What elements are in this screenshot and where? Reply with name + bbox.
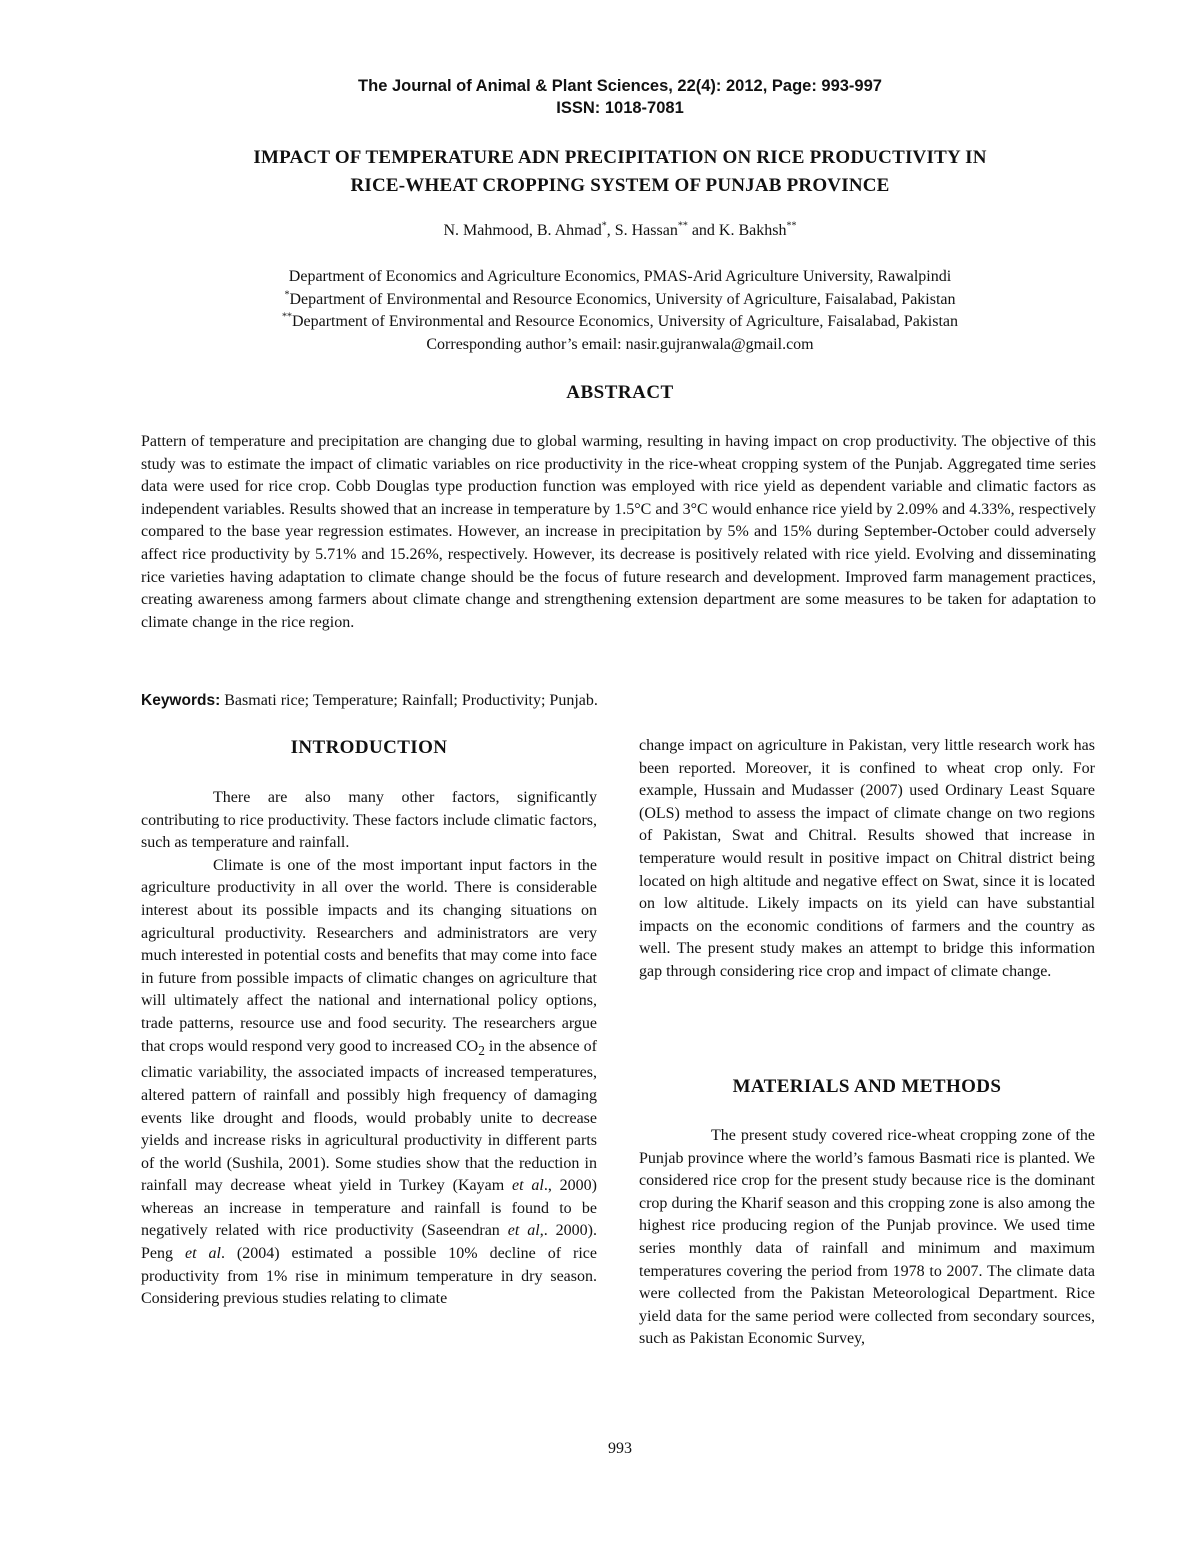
methods-heading: MATERIALS AND METHODS xyxy=(732,1076,1002,1097)
page-number: 993 xyxy=(608,1440,632,1457)
affiliation-3 xyxy=(0,311,1200,334)
author-4: and K. Bakhsh xyxy=(687,222,787,239)
affiliation-mark-2: * xyxy=(284,289,290,301)
affiliation-1: Department of Economics and Agriculture Economics, PMAS-Arid Agriculture University, Rawalpindi xyxy=(288,268,952,285)
keywords xyxy=(141,690,1096,712)
journal-issn: ISSN: 1018-7081 xyxy=(556,99,684,117)
author-3: , S. Hassan xyxy=(606,222,678,239)
introduction-column xyxy=(141,787,597,1311)
title-line-1: IMPACT OF TEMPERATURE ADN PRECIPITATION ON RICE PRODUCTIVITY IN xyxy=(253,147,987,168)
author-list xyxy=(0,220,1200,242)
author-mark-3: ** xyxy=(786,220,797,232)
introduction-heading: INTRODUCTION xyxy=(290,737,448,758)
title-line-2: RICE-WHEAT CROPPING SYSTEM OF PUNJAB PROVINCE xyxy=(350,175,890,196)
author-1-2: N. Mahmood, B. Ahmad xyxy=(443,222,602,239)
affiliation-2-text: Department of Environmental and Resource Economics, University of Agriculture, Faisalabad, Pakistan xyxy=(289,290,956,308)
methods-paragraph-1: The present study covered rice-wheat cropping zone of the Punjab province where the world’s famous Basmati rice is planted. We considered rice crop for the present study because rice is the dominant crop during the Kharif season and this cropping zone is also among the highest rice producing region of the Punjab province. We used time series monthly data of rainfall and minimum and maximum temperatures covering the period from 1978 to 2007. The climate data were collected from the Pakistan Meteorological Department. Rice yield data for the same period were collected from secondary sources, such as Pakistan Economic Survey, xyxy=(639,1127,1095,1348)
intro-paragraph-1: There are also many other factors, significantly contributing to rice productivity. These factors include climatic factors, such as temperature and rainfall. xyxy=(141,789,597,852)
journal-citation: The Journal of Animal & Plant Sciences, 22(4): 2012, Page: 993-997 xyxy=(358,77,882,95)
affiliation-2 xyxy=(0,289,1200,312)
corresponding-email: Corresponding author’s email: nasir.gujranwala@gmail.com xyxy=(426,335,814,353)
abstract-heading: ABSTRACT xyxy=(566,382,674,403)
right-column-continuation xyxy=(639,735,1095,984)
author-mark-2: ** xyxy=(677,220,688,232)
paper-title xyxy=(0,144,1200,200)
methods-column xyxy=(639,1125,1095,1351)
affiliation-3-text: Department of Environmental and Resource Economics, University of Agriculture, Faisalabad, Pakistan xyxy=(291,313,959,330)
affiliation-mark-3: ** xyxy=(281,311,292,323)
author-mark-1: * xyxy=(601,220,607,232)
keywords-text: Basmati rice; Temperature; Rainfall; Productivity; Punjab. xyxy=(220,692,598,709)
affiliations xyxy=(0,266,1200,356)
intro-paragraph-continued: change impact on agriculture in Pakistan, very little research work has been reported. Moreover, it is confined to wheat crop only. For example, Hussain and Mudasser (2007) used Ordinary Least Square (OLS) method to assess the impact of climate change on two regions of Pakistan, Swat and Chitral. Results showed that increase in temperature would result in positive impact on Chitral district being located on high altitude and negative effect on Swat, since it is located on low altitude. Likely impacts on its yield can have substantial impacts on the economic conditions of farmers and the country as well. The present study makes an attempt to bridge this information gap through considering rice crop and impact of climate change. xyxy=(639,737,1095,980)
abstract-text: Pattern of temperature and precipitation are changing due to global warming, resulting in having impact on crop productivity. The objective of this study was to estimate the impact of climatic variables on rice productivity in the rice-wheat cropping system of the Punjab. Aggregated time series data were used for rice crop. Cobb Douglas type production function was employed with rice yield as dependent variable and climatic factors as independent variables. Results showed that an increase in temperature by 1.5°C and 3°C would enhance rice yield by 2.09% and 4.33%, respectively compared to the base year regression estimates. However, an increase in precipitation by 5% and 15% during September-October could adversely affect rice productivity by 5.71% and 15.26%, respectively. However, its decrease is positively related with rice yield. Evolving and disseminating rice varieties having adaptation to climate change should be the focus of future research and development. Improved farm management practices, creating awareness among farmers about climate change and strengthening extension department are some measures to be taken for adaptation to climate change in the rice region. xyxy=(141,433,1096,631)
keywords-label: Keywords: xyxy=(141,692,221,709)
intro-paragraph-2: Climate is one of the most important input factors in the agriculture productivity in all over the world. There is considerable interest about its possible impacts and its changing situations on agricultural productivity. Researchers and administrators are very much interested in potential costs and benefits that may come into face in future from possible impacts of climatic changes on agriculture that will ultimately affect the national and international policy options, trade patterns, resource use and food security. The researchers argue that crops would respond very good to increased $CO_2$ in the absence of climatic variability, the associated impacts of increased temperatures, altered pattern of rainfall and possibly high frequency of damaging events like drought and floods, would probably unite to decrease yields and increase risks in agricultural productivity in different parts of the world (Sushila, 2001). Some studies show that the reduction in rainfall may decrease wheat yield in Turkey (Kayam et al., 2000) whereas an increase in temperature and rainfall is found to be negatively related with rice productivity (Saseendran et al,. 2000). Peng et al. (2004) estimated a possible 10% decline of rice productivity from 1% rise in minimum temperature in dry season. Considering previous studies relating to climate xyxy=(141,856,598,1308)
